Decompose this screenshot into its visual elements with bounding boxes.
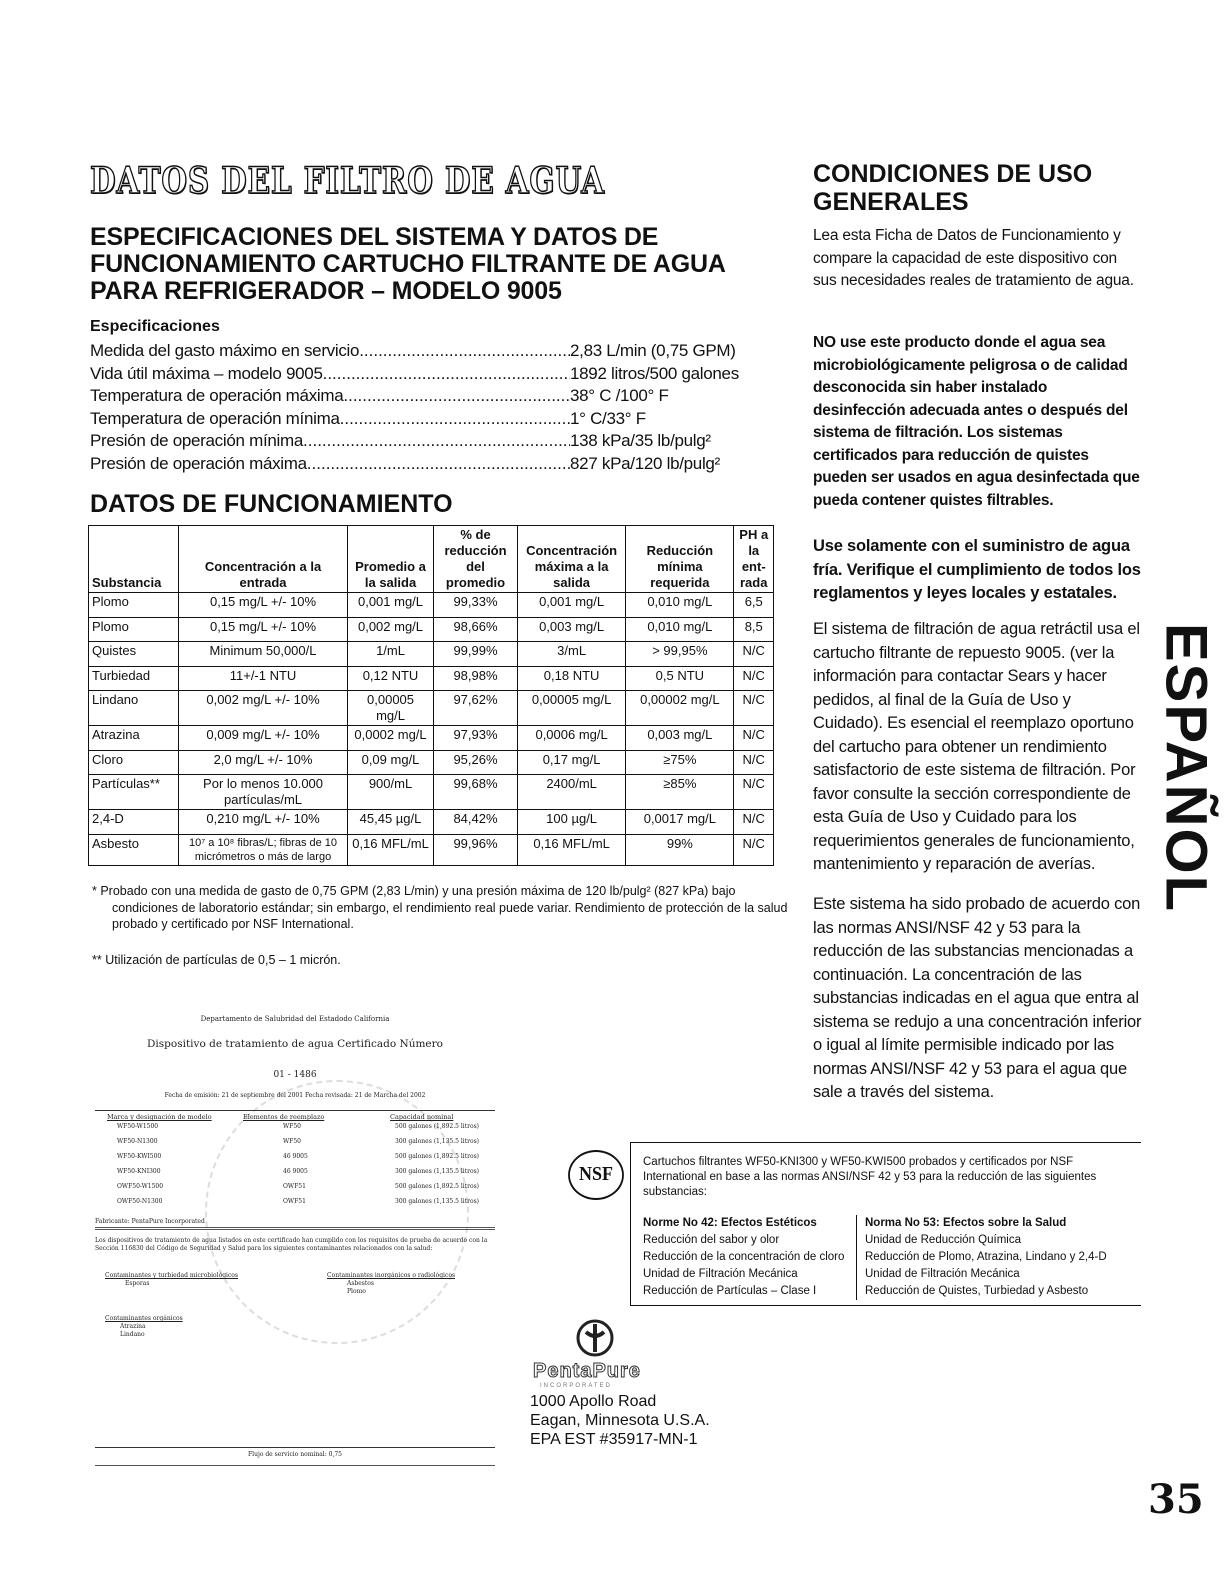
table-cell: ≥75%: [626, 750, 734, 775]
cert-col-header: Elementos de reemplazo: [243, 1113, 325, 1121]
specs-heading: ESPECIFICACIONES DEL SISTEMA Y DATOS DE FUNCIONAMIENTO CARTUCHO FILTRANTE DE AGUA PARA REFRIGERADOR – MODELO 9005: [90, 223, 725, 305]
table-cell: 0,00005 mg/L: [517, 691, 625, 726]
spec-value: 2,83 L/min (0,75 GPM): [570, 341, 736, 360]
cert-org-heading: Contaminantes orgánicos: [105, 1315, 183, 1322]
spec-label: Temperatura de operación máxima: [90, 386, 344, 405]
table-cell: 0,210 mg/L +/- 10%: [179, 810, 348, 835]
nsf-item: Reducción de la concentración de cloro: [643, 1251, 845, 1263]
nsf-item: Unidad de Filtración Mecánica: [865, 1268, 1020, 1280]
table-cell: Por lo menos 10.000 partículas/mL: [179, 775, 348, 810]
cert-model-cell: OWF50-N1300: [117, 1198, 163, 1205]
spec-row: [90, 385, 740, 408]
table-cell: 0,002 mg/L +/- 10%: [179, 691, 348, 726]
table-row: [89, 834, 774, 865]
table-header-row: [89, 526, 774, 593]
table-cell: 0,003 mg/L: [626, 726, 734, 751]
col-header: Concentración a la entrada: [179, 526, 348, 593]
table-cell: 1/mL: [348, 642, 434, 667]
address-line: Eagan, Minnesota U.S.A.: [530, 1412, 710, 1429]
table-cell: 0,002 mg/L: [348, 617, 434, 642]
table-cell: 2400/mL: [517, 775, 625, 810]
california-certificate: [95, 1010, 500, 1480]
language-tab-label: ESPAÑOL: [1153, 622, 1219, 913]
address-line: EPA EST #35917-MN-1: [530, 1431, 698, 1448]
spec-label: Temperatura de operación mínima: [90, 408, 340, 428]
table-cell: Lindano: [89, 691, 179, 726]
spec-row: [90, 430, 740, 453]
cert-model-cell: OWF50-W1500: [117, 1183, 164, 1190]
table-cell: 97,62%: [434, 691, 518, 726]
page-title: DATOS DEL FILTRO DE AGUA: [90, 160, 605, 202]
table-cell: 0,09 mg/L: [348, 750, 434, 775]
cert-model-list: [95, 1123, 495, 1213]
conditions-paragraph: Lea esta Ficha de Datos de Funcionamiento y compare la capacidad de este dispositivo con sus necesidades reales de tratamiento de agua.: [813, 227, 1134, 289]
performance-table: [88, 525, 774, 866]
spec-list: [90, 340, 740, 475]
table-cell: 0,00002 mg/L: [626, 691, 734, 726]
cert-model-row: [95, 1138, 495, 1153]
table-cell: 0,18 NTU: [517, 666, 625, 691]
cold-water-paragraph: Use solamente con el suministro de agua fría. Verifique el cumplimiento de todos los reglamentos y leyes locales y estatales.: [813, 537, 1141, 602]
table-row: [89, 810, 774, 835]
table-cell: 8,5: [734, 617, 774, 642]
col-header: % de reducción del promedio: [434, 526, 518, 593]
table-cell: 98,98%: [434, 666, 518, 691]
cert-model-cell: 500 galones (1,892.5 litros): [395, 1123, 480, 1130]
cert-model-cell: WF50-W1500: [117, 1123, 159, 1130]
table-cell: 97,93%: [434, 726, 518, 751]
col-header: Concentración máxima a la salida: [517, 526, 625, 593]
cert-model-cell: 300 galones (1,135.5 litros): [395, 1168, 480, 1175]
table-cell: 0,12 NTU: [348, 666, 434, 691]
cert-model-cell: WF50-KNI300: [117, 1168, 161, 1175]
spec-label: Presión de operación máxima: [90, 453, 307, 473]
table-cell: 10⁷ a 10⁸ fibras/L; fibras de 10 micrómetros o más de largo: [179, 834, 348, 865]
pentapure-sub: INCORPORATED: [540, 1383, 612, 1389]
table-cell: Atrazina: [89, 726, 179, 751]
nsf-logo: NSF: [568, 1150, 624, 1200]
table-cell: 0,001 mg/L: [348, 593, 434, 618]
table-cell: 99,96%: [434, 834, 518, 865]
table-cell: Plomo: [89, 593, 179, 618]
table-cell: 3/mL: [517, 642, 625, 667]
cert-inorg-items: Asbestos Plomo: [347, 1280, 374, 1295]
warning-paragraph: NO use este producto donde el agua sea microbiológicamente peligrosa o de calidad desconocida sin haber instalado desinfección adecuada antes o después del sistema de filtración. Los sistemas certificados para reducción de quistes pueden ser usados en agua desinfectada que pueda contener quistes filtrables.: [813, 334, 1140, 509]
table-cell: ≥85%: [626, 775, 734, 810]
cert-micro-heading: Contaminantes y turbiedad microbiológicos: [105, 1272, 238, 1279]
address-line: 1000 Apollo Road: [530, 1393, 657, 1410]
table-row: [89, 617, 774, 642]
table-cell: 99,68%: [434, 775, 518, 810]
table-row: [89, 593, 774, 618]
footnote: ** Utilización de partículas de 0,5 – 1 micrón.: [92, 953, 341, 967]
cert-model-row: [95, 1123, 495, 1138]
spec-row: [90, 363, 740, 386]
conditions-heading: CONDICIONES DE USO GENERALES: [813, 160, 1093, 216]
spec-label: Medida del gasto máximo en servicio: [90, 341, 360, 360]
table-cell: 0,010 mg/L: [626, 617, 734, 642]
table-row: [89, 775, 774, 810]
table-row: [89, 750, 774, 775]
table-cell: 0,17 mg/L: [517, 750, 625, 775]
cert-org-items: Atrazina Lindano: [120, 1323, 146, 1338]
cert-model-row: [95, 1168, 495, 1183]
spec-value: 138 kPa/35 lb/pulg²: [570, 431, 711, 450]
cert-model-cell: 500 galones (1,892.5 litros): [395, 1183, 480, 1190]
pentapure-name: PentaPure: [533, 1360, 641, 1382]
cert-model-cell: 500 galones (1,892.5 litros): [395, 1153, 480, 1160]
table-cell: Plomo: [89, 617, 179, 642]
table-cell: 0,003 mg/L: [517, 617, 625, 642]
table-cell: Minimum 50,000/L: [179, 642, 348, 667]
cert-model-cell: WF50: [283, 1138, 301, 1145]
nsf-box: [630, 1142, 1141, 1306]
table-cell: 6,5: [734, 593, 774, 618]
nsf-item: Reducción de Quistes, Turbiedad y Asbesto: [865, 1285, 1089, 1297]
conditions-paragraph: El sistema de filtración de agua retráctil usa el cartucho filtrante de repuesto 9005. (ver la información para contactar Sears y hacer pedidos, al final de la Guía de Uso y Cuidado). Es esencial el reemplazo oportuno del cartucho para obtener un rendimiento satisfactorio de este sistema de filtración. Por favor consulte la sección correspondiente de esta Guía de Uso y Cuidado para los requerimientos generales de funcionamiento, mantenimiento y reparación de averías.: [813, 620, 1140, 873]
pentapure-logo-icon: [575, 1318, 615, 1358]
table-cell: 0,0002 mg/L: [348, 726, 434, 751]
cert-maker: Fabricante: PentaPure Incorporated: [95, 1218, 495, 1230]
table-cell: 100 µg/L: [517, 810, 625, 835]
table-cell: N/C: [734, 775, 774, 810]
cert-organic: [105, 1315, 255, 1339]
nsf-col-heading: Norme No 42: Efectos Estéticos: [643, 1217, 817, 1229]
table-cell: Partículas**: [89, 775, 179, 810]
cert-model-cell: WF50-KWI500: [117, 1153, 162, 1160]
table-cell: N/C: [734, 750, 774, 775]
table-cell: Quistes: [89, 642, 179, 667]
pentapure-address: [530, 1392, 710, 1449]
col-header: Reducción mínima requerida: [626, 526, 734, 593]
cert-dates: Fecha de emisión: 21 de septiembre del 2001 Fecha revisada: 21 de Marcha del 2002: [164, 1092, 426, 1099]
cert-micro: [105, 1272, 285, 1288]
table-cell: 0,0006 mg/L: [517, 726, 625, 751]
col-header: PH a la ent-rada: [734, 526, 774, 593]
table-cell: N/C: [734, 666, 774, 691]
table-row: [89, 691, 774, 726]
cert-model-cell: 300 galones (1,135.5 litros): [395, 1198, 480, 1205]
nsf-standard-53: [856, 1215, 1135, 1300]
table-cell: 900/mL: [348, 775, 434, 810]
table-cell: N/C: [734, 834, 774, 865]
table-row: [89, 666, 774, 691]
table-cell: N/C: [734, 726, 774, 751]
table-cell: 45,45 µg/L: [348, 810, 434, 835]
table-cell: 0,009 mg/L +/- 10%: [179, 726, 348, 751]
table-cell: Turbiedad: [89, 666, 179, 691]
cert-model-cell: 46 9005: [283, 1168, 308, 1175]
cert-statement: Los dispositivos de tratamiento de agua listados en este certificado han cumplido con los requisitos de prueba de acuerdo con la Sección 116830 del Código de Seguridad y Salud para los siguientes contaminantes relacionados con la salud:: [95, 1237, 488, 1252]
table-row: [89, 642, 774, 667]
nsf-intro: Cartuchos filtrantes WF50-KNI300 y WF50-KWI500 probados y certificados por NSF International en base a las normas ANSI/NSF 42 y 53 para la reducción de las siguientes substancias:: [643, 1156, 1097, 1198]
cert-model-cell: OWF51: [283, 1198, 306, 1205]
spec-row: [90, 340, 740, 363]
cert-model-cell: 46 9005: [283, 1153, 308, 1160]
table-cell: 0,001 mg/L: [517, 593, 625, 618]
table-cell: 0,00005 mg/L: [348, 691, 434, 726]
nsf-item: Reducción de Plomo, Atrazina, Lindano y 2,4-D: [865, 1251, 1107, 1263]
spec-row: [90, 453, 740, 476]
table-cell: 0,16 MFL/mL: [348, 834, 434, 865]
nsf-item: Reducción del sabor y olor: [643, 1234, 780, 1246]
cert-model-cell: WF50: [283, 1123, 301, 1130]
table-cell: 2,4-D: [89, 810, 179, 835]
table-cell: 0,5 NTU: [626, 666, 734, 691]
cert-flow: Flujo de servicio nominal: 0,75: [248, 1451, 342, 1458]
col-header: Promedio a la salida: [348, 526, 434, 593]
cert-inorg-heading: Contaminantes inorgánicos o radiológicos: [327, 1272, 456, 1279]
table-cell: 0,15 mg/L +/- 10%: [179, 593, 348, 618]
table-cell: 11+/-1 NTU: [179, 666, 348, 691]
spec-label: Vida útil máxima – modelo 9005: [90, 363, 323, 383]
nsf-item: Unidad de Filtración Mecánica: [643, 1268, 798, 1280]
table-cell: N/C: [734, 810, 774, 835]
table-cell: 84,42%: [434, 810, 518, 835]
nsf-item: Reducción de Partículas – Clase I: [643, 1285, 817, 1297]
performance-heading: DATOS DE FUNCIONAMIENTO: [90, 490, 453, 518]
table-cell: 0,15 mg/L +/- 10%: [179, 617, 348, 642]
table-cell: N/C: [734, 691, 774, 726]
spec-value: 1892 litros/500 galones: [570, 363, 739, 383]
table-cell: 0,010 mg/L: [626, 593, 734, 618]
spec-value: 827 kPa/120 lb/pulg²: [570, 453, 720, 473]
spec-value: 1° C/33° F: [570, 408, 646, 428]
cert-model-cell: OWF51: [283, 1183, 306, 1190]
cert-micro-items: Esporas: [125, 1280, 150, 1287]
specs-subheading: Especificaciones: [90, 318, 220, 335]
conditions-paragraph: Este sistema ha sido probado de acuerdo con las normas ANSI/NSF 42 y 53 para la reducción de las substancias mencionadas a continuación. La concentración de las substancias indicadas en el agua que entra al sistema se redujo a una concentración inferior o igual al límite permisible indicado por las normas ANSI/NSF 42 y 53 para el agua que sale a través del sistema.: [813, 895, 1142, 1101]
table-row: [89, 726, 774, 751]
table-cell: Cloro: [89, 750, 179, 775]
table-cell: 99%: [626, 834, 734, 865]
cert-model-row: [95, 1153, 495, 1168]
language-tab: [1150, 622, 1222, 913]
table-cell: 2,0 mg/L +/- 10%: [179, 750, 348, 775]
cert-col-header: Capacidad nominal: [390, 1113, 454, 1121]
spec-value: 38° C /100° F: [570, 386, 669, 405]
cert-model-row: [95, 1183, 495, 1198]
table-cell: > 99,95%: [626, 642, 734, 667]
spec-row: [90, 408, 740, 431]
cert-model-cell: WF50-N1300: [117, 1138, 158, 1145]
cert-model-cell: 300 galones (1,135.5 litros): [395, 1138, 480, 1145]
nsf-standard-42: [643, 1215, 848, 1300]
table-cell: 99,99%: [434, 642, 518, 667]
table-cell: 99,33%: [434, 593, 518, 618]
cert-number: 01 - 1486: [273, 1070, 317, 1080]
table-cell: 98,66%: [434, 617, 518, 642]
table-cell: 0,0017 mg/L: [626, 810, 734, 835]
footnote: * Probado con una medida de gasto de 0,75 GPM (2,83 L/min) y una presión máxima de 120 lb/pulg² (827 kPa) bajo condiciones de laboratorio estándar; sin embargo, el rendimiento real puede variar. Rendimiento de protección de la salud probado y certificado por NSF International.: [92, 884, 788, 931]
page-number: 35: [1148, 1476, 1204, 1523]
cert-inorganic: [327, 1272, 497, 1296]
nsf-col-heading: Norma No 53: Efectos sobre la Salud: [865, 1217, 1067, 1229]
table-cell: 0,16 MFL/mL: [517, 834, 625, 865]
cert-col-header: Marca y designación de modelo: [107, 1113, 212, 1121]
cert-model-row: [95, 1198, 495, 1213]
table-cell: N/C: [734, 642, 774, 667]
table-cell: 95,26%: [434, 750, 518, 775]
nsf-item: Unidad de Reducción Química: [865, 1234, 1021, 1246]
table-cell: Asbesto: [89, 834, 179, 865]
cert-department: Departamento de Salubridad del Estadodo California: [200, 1015, 390, 1023]
spec-label: Presión de operación mínima: [90, 431, 304, 450]
col-header: Substancia: [89, 526, 179, 593]
cert-device: Dispositivo de tratamiento de agua Certificado Número: [147, 1038, 443, 1050]
